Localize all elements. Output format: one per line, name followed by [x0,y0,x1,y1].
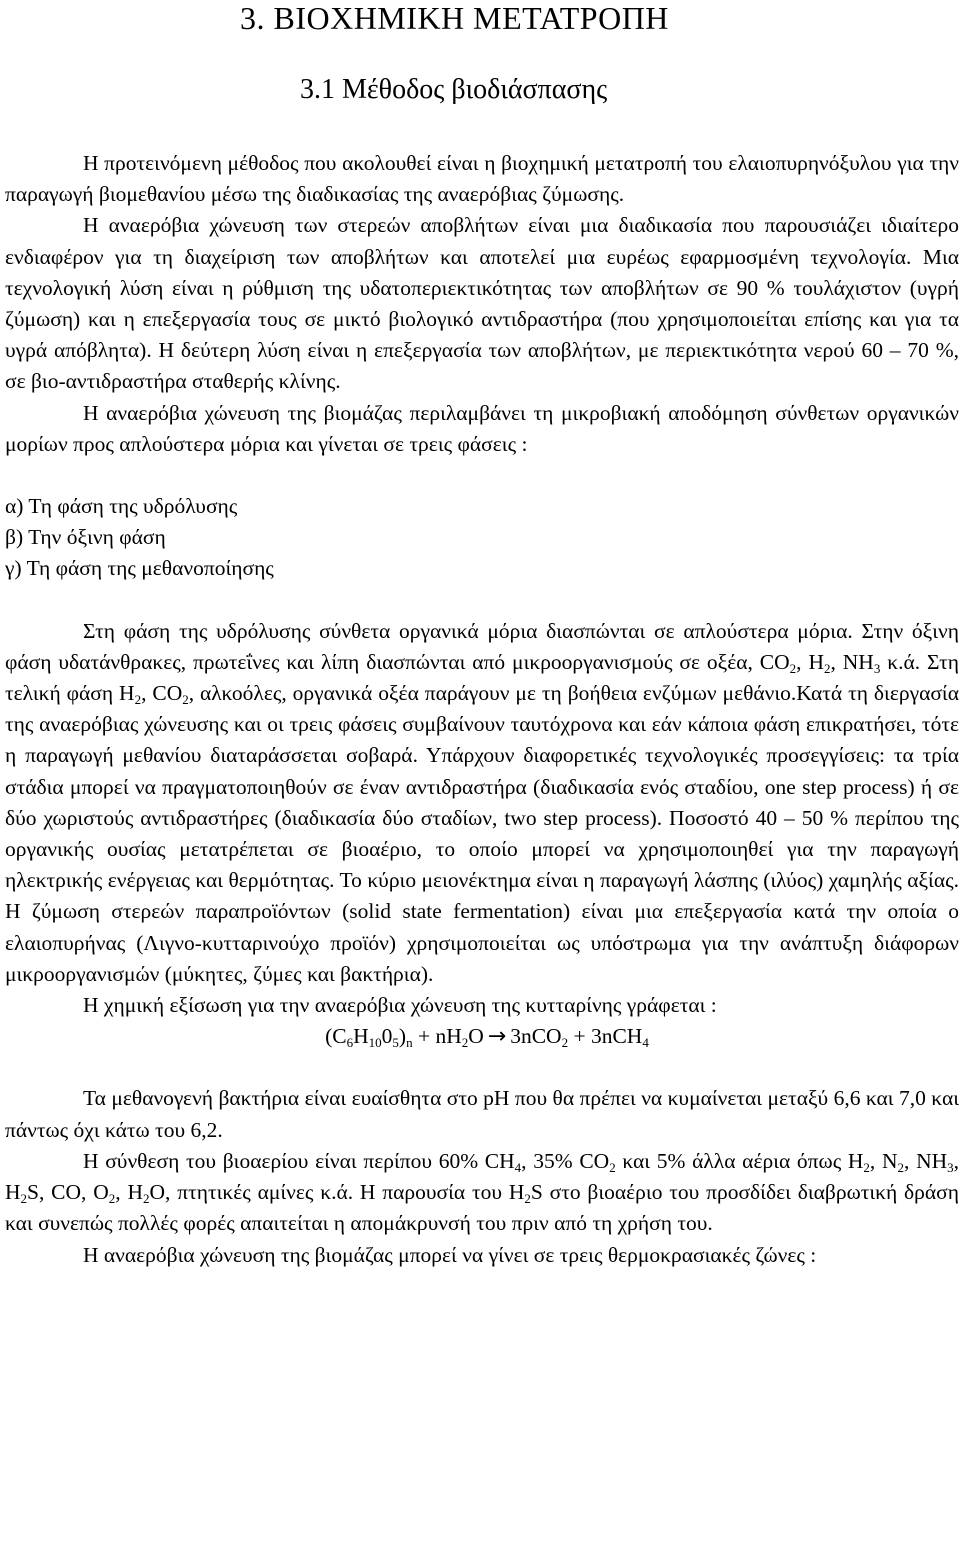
paragraph-ph: Τα μεθανογενή βακτήρια είναι ευαίσθητα στο pH που θα πρέπει να κυμαίνεται μεταξύ 6,6 και 7,0 και πάντως όχι κάτω του 6,2. [5,1086,959,1142]
paragraph-biogas-composition: Η σύνθεση του βιοαερίου είναι περίπου 60% $CH_4$, 35% $CO_2$ και 5% άλλα αέρια όπως $H_2$, $N_2$, $NH_3$, $H_2S$, CO, $O_2$, $H_2O$, πτητικές αμίνες κ.ά. Η παρουσία του $H_2S$ στο βιοαέριο του προσδίδει διαβρωτική δράση και συνεπώς πολλές φορές απαιτείται η απομάκρυνσή του πριν από τη χρήση του. [5,1148,960,1236]
paragraph-intro: Η προτεινόμενη μέθοδος που ακολουθεί είναι η βιοχημική μετατροπή του ελαιοπυρηνόξυλου για την παραγωγή βιομεθανίου μέσω της διαδικασίας της αναερόβιας ζύμωσης. [5,151,959,207]
paragraph-phases-intro: Η αναερόβια χώνευση της βιομάζας περιλαμβάνει τη μικροβιακή αποδόμηση σύνθετων οργανικών μορίων προς απλούστερα μόρια και γίνεται σε τρεις φάσεις : [5,400,959,456]
phase-item-hydrolysis: α) Τη φάση της υδρόλυσης [5,494,238,519]
phase-item-acid: β) Την όξινη φάση [5,525,166,550]
chapter-heading: 3. ΒΙΟΧΗΜΙΚΗ ΜΕΤΑΤΡΟΠΗ [240,0,669,36]
paragraph-anaerobic-digestion: Η αναερόβια χώνευση των στερεών αποβλήτων είναι μια διαδικασία που παρουσιάζει ιδιαίτερο ενδιαφέρον για τη διαχείριση των αποβλήτων και αποτελεί μια ευρέως εφαρμοσμένη τεχνολογία. Μια τεχνολογική λύση είναι η ρύθμιση της υδατοπεριεκτικότητας των αποβλήτων σε 90 % τουλάχιστον (υγρή ζύμωση) και η επεξεργασία τους σε μικτό βιολογικό αντιδραστήρα (που χρησιμοποιείται επίσης και για τα υγρά απόβλητα). Η δεύτερη λύση είναι η επεξεργασία των αποβλήτων, με περιεκτικότητα νερού 60 – 70 %, σε βιο-αντιδραστήρα σταθερής κλίνης. [5,213,959,394]
reaction-arrow-icon: → [487,1024,507,1050]
paragraph-phase-details: Στη φάση της υδρόλυσης σύνθετα οργανικά μόρια διασπώνται σε απλούστερα μόρια. Στην όξινη φάση υδατάνθρακες, πρωτεΐνες και λίπη διασπώνται από μικροοργανισμούς σε οξέα, $CO_2$, $H_2$, $NH_3$ κ.ά. Στη τελική φάση $H_2$, $CO_2$, αλκοόλες, οργανικά οξέα παράγουν με τη βοήθεια ενζύμων μεθάνιο.Κατά τη διεργασία της αναερόβιας χώνευσης και οι τρεις φάσεις συμβαίνουν ταυτόχρονα και εάν κάποια φάση επικρατήσει, τότε η παραγωγή μεθανίου διαταράσσεται σοβαρά. Υπάρχουν διαφορετικές τεχνολογικές προσεγγίσεις: τα τρία στάδια μπορεί να πραγματοποιηθούν σε έναν αντιδραστήρα (διαδικασία ενός σταδίου, one step process) ή σε δύο χωριστούς αντιδραστήρες (διαδικασία δύο σταδίων, two step process). Ποσοστό 40 – 50 % περίπου της οργανικής ουσίας μετατρέπεται σε βιοαέριο, το οποίο μπορεί να χρησιμοποιηθεί για την παραγωγή ηλεκτρικής ενέργειας και θερμότητας. Το κύριο μειονέκτημα είναι η παραγωγή λάσπης (ιλύος) χαμηλής αξίας. Η ζύμωση στερεών παραπροϊόντων (solid state fermentation) είναι μια επεξεργασία κατά την οποία ο ελαιοπυρήνας (Λιγνο-κυτταρινούχο προϊόν) χρησιμοποιείται ως υπόστρωμα για την ανάπτυξη διάφορων μικροοργανισμών (μύκητες, ζύμες και βακτήρια). [5,618,959,986]
section-heading: 3.1 Μέθοδος βιοδιάσπασης [300,74,608,105]
phase-item-methanogenesis: γ) Τη φάση της μεθανοποίησης [5,556,274,581]
document-page [5,0,959,1271]
paragraph-temperature-zones: Η αναερόβια χώνευση της βιομάζας μπορεί να γίνει σε τρεις θερμοκρασιακές ζώνες : [83,1242,817,1267]
chemical-equation: $(C_6H_{10}0_5)_n + nH_2O \to 3nCO_2 + 3nCH_4$ [325,1024,649,1051]
paragraph-equation-intro: Η χημική εξίσωση για την αναερόβια χώνευση της κυτταρίνης γράφεται : [83,993,717,1018]
phase-list [5,491,959,585]
